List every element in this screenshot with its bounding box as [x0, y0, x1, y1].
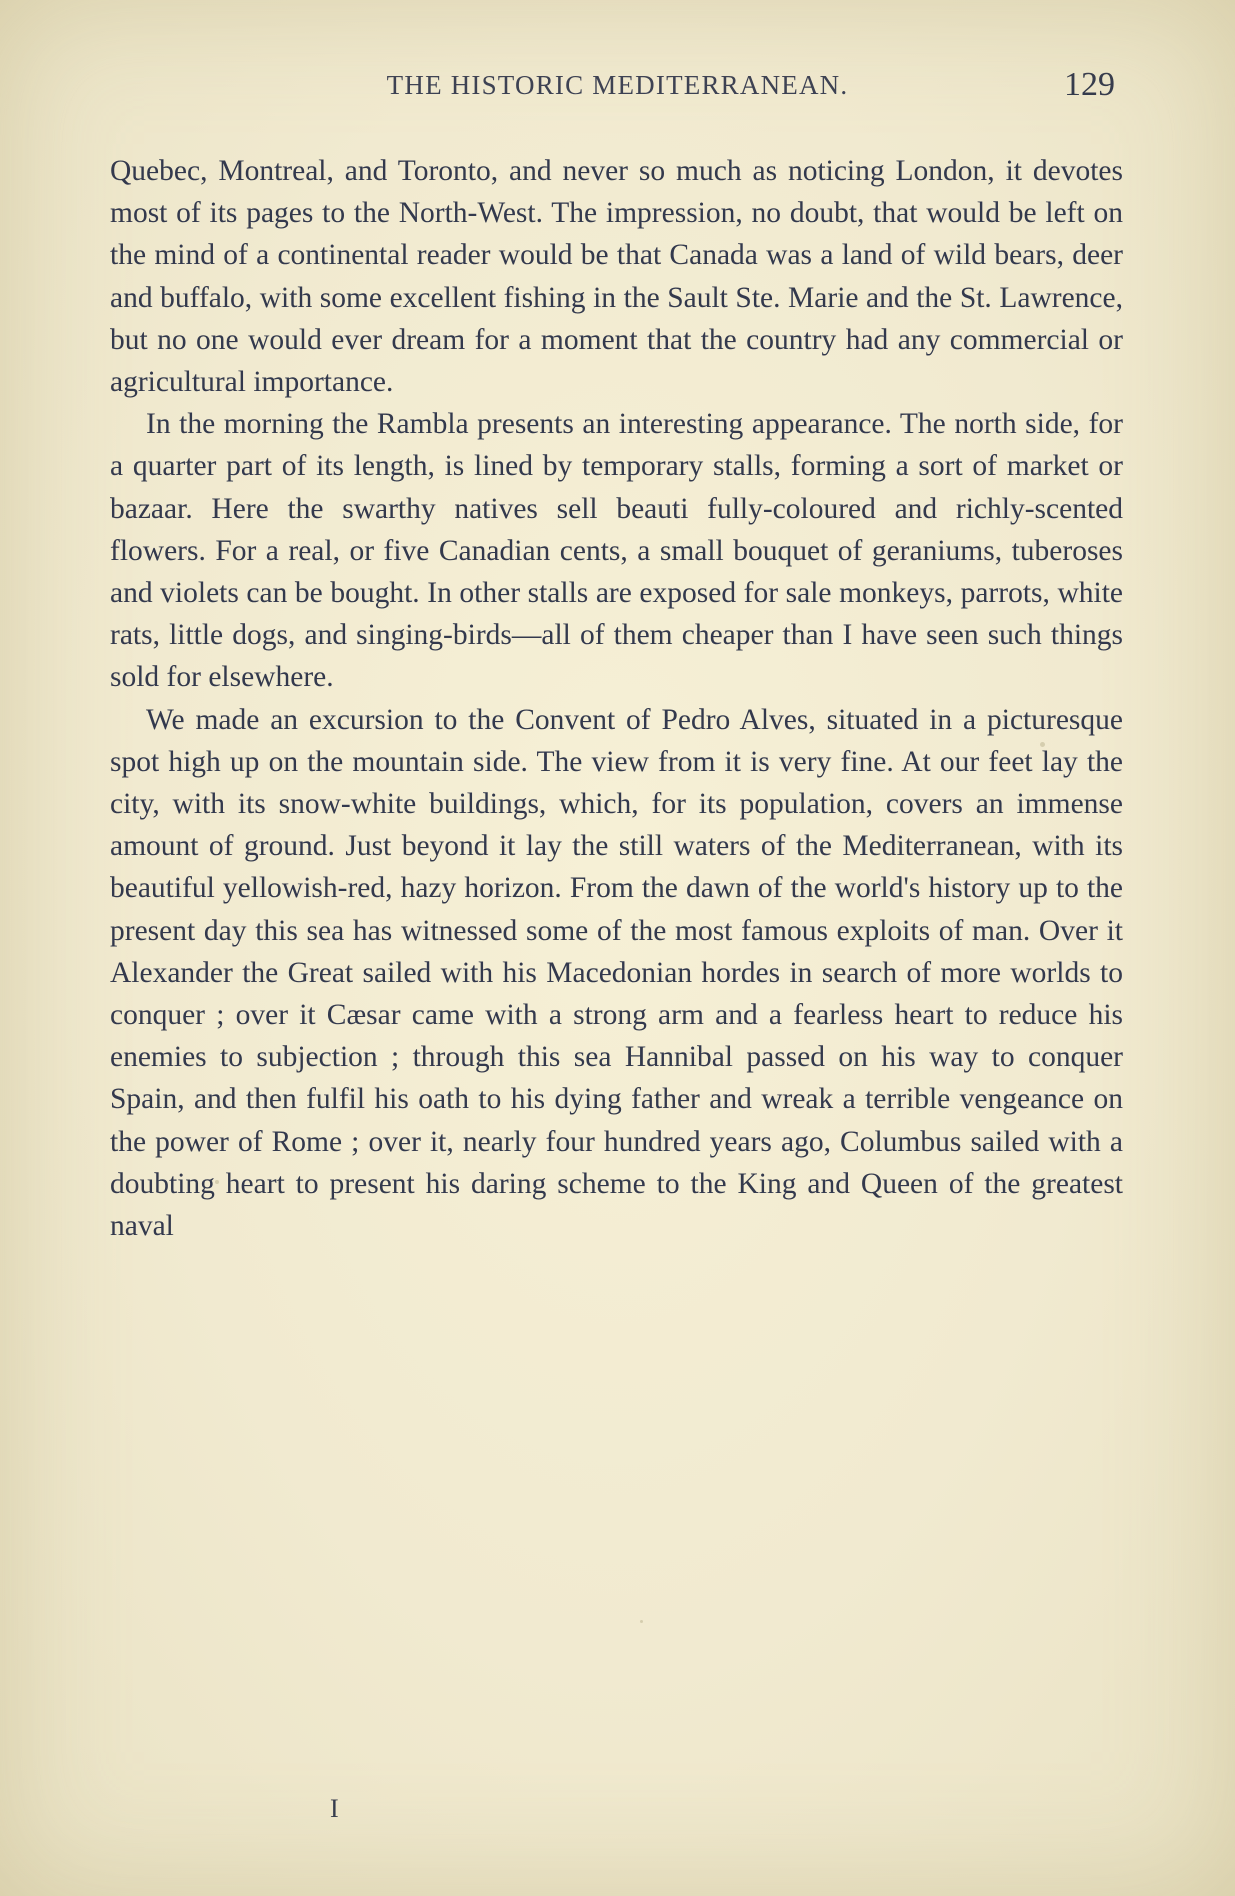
signature-mark: I	[330, 1794, 340, 1823]
body-text	[100, 150, 1135, 1247]
page-header	[100, 66, 1135, 126]
page-number: 129	[1064, 66, 1115, 103]
paragraph-3: We made an excursion to the Convent of Pedro Alves, situated in a picturesque spot high up on the mountain side. The view from it is very fine. At our feet lay the city, with its snow-white buildings, which, for its population, covers an immense amount of ground. Just beyond it lay the still waters of the Mediterranean, with its beautiful yellowish-red, hazy horizon. From the dawn of the world's history up to the present day this sea has witnessed some of the most famous exploits of man. Over it Alexander the Great sailed with his Macedonian hordes in search of more worlds to conquer ; over it Cæsar came with a strong arm and a fearless heart to reduce his enemies to subjection ; through this sea Hannibal passed on his way to conquer Spain, and then fulfil his oath to his dying father and wreak a terrible vengeance on the power of Rome ; over it, nearly four hundred years ago, Columbus sailed with a doubting heart to present his daring scheme to the King and Queen of the greatest naval	[110, 703, 1123, 1243]
paragraph-1: Quebec, Montreal, and Toronto, and never so much as noticing London, it devotes most of its pages to the North-West. The impression, no doubt, that would be left on the mind of a continental reader would be that Canada was a land of wild bears, deer and buffalo, with some excellent fishing in the Sault Ste. Marie and the St. Lawrence, but no one would ever dream for a moment that the country had any commercial or agricultural importance.	[110, 155, 1123, 399]
paragraph-2: In the morning the Rambla presents an interesting appearance. The north side, for a quarter part of its length, is lined by temporary stalls, forming a sort of market or bazaar. Here the swarthy natives sell beauti fully-coloured and richly-scented flowers. For a real, or five Canadian cents, a small bouquet of geraniums, tuberoses and violets can be bought. In other stalls are exposed for sale monkeys, parrots, white rats, little dogs, and singing-birds—all of them cheaper than I have seen such things sold for elsewhere.	[110, 408, 1123, 694]
running-head: THE HISTORIC MEDITERRANEAN.	[386, 70, 849, 100]
